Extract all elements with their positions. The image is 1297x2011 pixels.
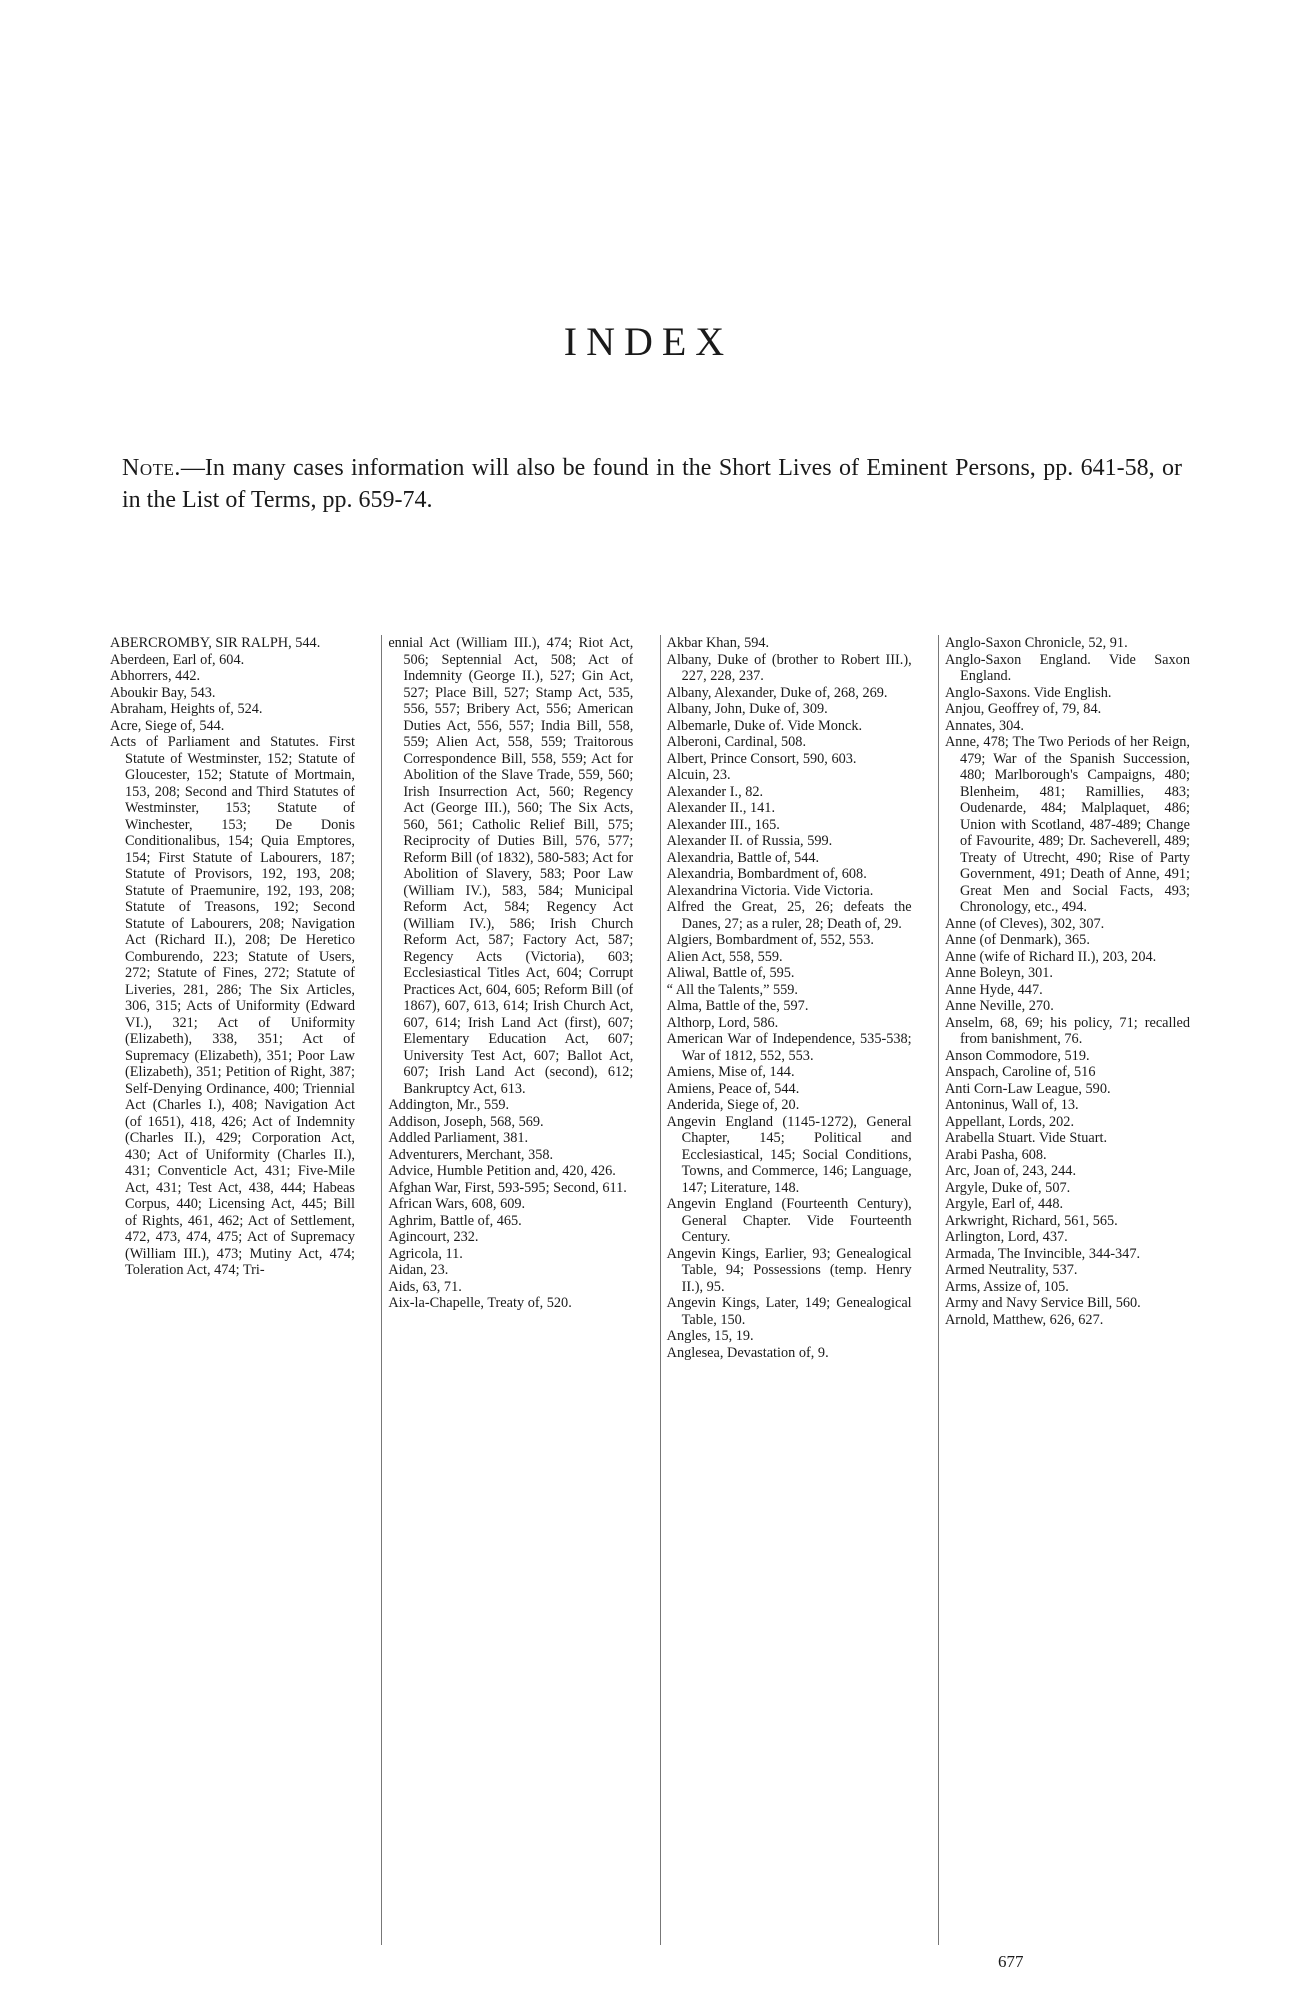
index-entry: American War of Independence, 535-538; War of 1812, 552, 553. bbox=[666, 1031, 912, 1064]
index-entry: Alexander II., 141. bbox=[666, 800, 776, 816]
index-entry: Anglo-Saxon Chronicle, 52, 91. bbox=[944, 635, 1128, 651]
index-entry: Alma, Battle of the, 597. bbox=[666, 998, 809, 1014]
index-entry: Albany, Duke of (brother to Robert III.), 227, 228, 237. bbox=[666, 651, 912, 684]
index-entry: Akbar Khan, 594. bbox=[666, 635, 770, 651]
index-entry: Annates, 304. bbox=[944, 717, 1025, 734]
index-entry: Anselm, 68, 69; his policy, 71; recalled from banishment, 76. bbox=[944, 1014, 1190, 1047]
index-entry: Arms, Assize of, 105. bbox=[944, 1278, 1069, 1295]
index-entry: Armed Neutrality, 537. bbox=[944, 1262, 1078, 1278]
index-entry: Aidan, 23. bbox=[388, 1262, 449, 1278]
index-entry: Afghan War, First, 593-595; Second, 611. bbox=[388, 1179, 627, 1196]
index-entry: Anne Hyde, 447. bbox=[944, 981, 1043, 998]
index-entry: Anderida, Siege of, 20. bbox=[666, 1097, 800, 1113]
index-entry: Anne Neville, 270. bbox=[944, 998, 1054, 1014]
index-entry: ennial Act (William III.), 474; Riot Act, 506; Septennial Act, 508; Act of Indemnity (George II.), 527; Gin Act, 527; Place Bill, 527; Stamp Act, 535, 556, 557; Bribery Act, 556; American Duties Act, 556, 557; India Bill, 558, 559; Alien Act, 558, 559; Traitorous Correspondence Bill, 558, 559; Act for Abolition of the Slave Trade, 559, 560; Irish Insurrection Act, 560; Regency Act (George III.), 560; The Six Acts, 560, 561; Catholic Relief Bill, 575; Reciprocity of Duties Bill, 576, 577; Reform Bill (of 1832), 580-583; Act for Abolition of Slavery, 583; Poor Law (William IV.), 583, 584; Municipal Reform Act, 584; Regency Act (William IV.), 586; Irish Church Reform Act, 587; Factory Act, 587; Regency Acts (Victoria), 603; Ecclesiastical Titles Act, 604; Corrupt Practices Act, 604, 605; Reform Bill (of 1867), 607, 613, 614; Irish Church Act, 607, 614; Irish Land Act (first), 607; Elementary Education Act, 607; University Test Act, 607; Ballot Act, 607; Irish Land Act (second), 612; Bankruptcy Act, 613. bbox=[388, 635, 634, 1097]
index-entry: Amiens, Mise of, 144. bbox=[666, 1064, 795, 1080]
index-entry: Arabella Stuart. Vide Stuart. bbox=[944, 1130, 1108, 1146]
index-entry: Albemarle, Duke of. Vide Monck. bbox=[666, 717, 863, 734]
index-entry: Aliwal, Battle of, 595. bbox=[666, 965, 795, 981]
index-entry: Arlington, Lord, 437. bbox=[944, 1229, 1068, 1245]
index-entry: Anglo-Saxons. Vide English. bbox=[944, 684, 1112, 701]
index-entry: Aboukir Bay, 543. bbox=[110, 684, 216, 701]
index-entry: Anne (of Denmark), 365. bbox=[944, 932, 1090, 948]
index-entry: Alexander III., 165. bbox=[666, 816, 780, 833]
index-entry: Aghrim, Battle of, 465. bbox=[388, 1212, 522, 1229]
index-entry: Angevin Kings, Later, 149; Genealogical Table, 150. bbox=[666, 1295, 912, 1328]
index-entry: Alexandrina Victoria. Vide Victoria. bbox=[666, 882, 874, 899]
index-entry: Argyle, Duke of, 507. bbox=[944, 1179, 1071, 1196]
index-entry: Arnold, Matthew, 626, 627. bbox=[944, 1311, 1104, 1328]
index-entry: Angles, 15, 19. bbox=[666, 1328, 754, 1344]
index-entry: Alexander II. of Russia, 599. bbox=[666, 833, 833, 849]
index-entry: Anne (of Cleves), 302, 307. bbox=[944, 915, 1105, 932]
index-entry: Alexander I., 82. bbox=[666, 783, 764, 800]
index-entry: Appellant, Lords, 202. bbox=[944, 1113, 1075, 1130]
note-label: Note. bbox=[122, 455, 181, 481]
index-note bbox=[122, 452, 1182, 516]
index-entry: Adventurers, Merchant, 358. bbox=[388, 1146, 554, 1163]
index-entry: Arc, Joan of, 243, 244. bbox=[944, 1163, 1077, 1179]
index-entry: Albany, John, Duke of, 309. bbox=[666, 701, 828, 717]
page-title: INDEX bbox=[563, 319, 734, 364]
index-entry: Argyle, Earl of, 448. bbox=[944, 1196, 1064, 1212]
index-entry: Anglesea, Devastation of, 9. bbox=[666, 1344, 829, 1361]
index-column-2 bbox=[381, 635, 633, 1945]
index-column-4 bbox=[938, 635, 1190, 1945]
index-entry: Alien Act, 558, 559. bbox=[666, 948, 783, 965]
index-body bbox=[110, 635, 1190, 1945]
index-entry: Addled Parliament, 381. bbox=[388, 1130, 529, 1146]
index-entry: Antoninus, Wall of, 13. bbox=[944, 1097, 1079, 1113]
index-entry: Army and Navy Service Bill, 560. bbox=[944, 1295, 1141, 1311]
index-entry: ABERCROMBY, SIR RALPH, 544. bbox=[110, 635, 321, 651]
index-entry: Arabi Pasha, 608. bbox=[944, 1146, 1047, 1163]
index-entry: African Wars, 608, 609. bbox=[388, 1196, 526, 1212]
index-entry: Alberoni, Cardinal, 508. bbox=[666, 734, 807, 750]
index-entry: Angevin England (1145-1272), General Chapter, 145; Political and Ecclesiastical, 145; Social Conditions, Towns, and Commerce, 146; Language, 147; Literature, 148. bbox=[666, 1113, 912, 1196]
index-entry: Addington, Mr., 559. bbox=[388, 1097, 510, 1113]
index-entry: Alexandria, Bombardment of, 608. bbox=[666, 866, 867, 882]
index-entry: Anson Commodore, 519. bbox=[944, 1047, 1090, 1064]
index-entry: Anglo-Saxon England. Vide Saxon England. bbox=[944, 651, 1190, 684]
page-number: 677 bbox=[998, 1952, 1024, 1971]
index-entry: Anti Corn-Law League, 590. bbox=[944, 1080, 1111, 1097]
index-entry: Anne Boleyn, 301. bbox=[944, 965, 1053, 981]
index-entry: Abraham, Heights of, 524. bbox=[110, 701, 263, 717]
index-column-1 bbox=[110, 635, 355, 1945]
index-entry: Alexandria, Battle of, 544. bbox=[666, 849, 820, 866]
index-entry: Albany, Alexander, Duke of, 268, 269. bbox=[666, 684, 888, 701]
index-entry: Abhorrers, 442. bbox=[110, 668, 201, 684]
index-entry: Angevin England (Fourteenth Century), General Chapter. Vide Fourteenth Century. bbox=[666, 1196, 912, 1245]
index-entry: Anne, 478; The Two Periods of her Reign, 479; War of the Spanish Succession, 480; Marlborough's Campaigns, 480; Blenheim, 481; Ramillies, 483; Oudenarde, 484; Malplaquet, 486; Union with Scotland, 487-489; Change of Favourite, 489; Dr. Sacheverell, 489; Treaty of Utrecht, 490; Rise of Party Government, 491; Death of Anne, 491; Great Men and Social Facts, 493; Chronology, etc., 494. bbox=[944, 734, 1190, 915]
index-column-3 bbox=[660, 635, 912, 1945]
index-entry: Addison, Joseph, 568, 569. bbox=[388, 1113, 544, 1130]
index-entry: Anjou, Geoffrey of, 79, 84. bbox=[944, 701, 1102, 717]
note-text: —In many cases information will also be found in the Short Lives of Eminent Persons, pp. 641-58, or in the List of Terms, pp. 659-74. bbox=[122, 455, 1182, 513]
index-entry: Advice, Humble Petition and, 420, 426. bbox=[388, 1163, 616, 1179]
index-entry: Angevin Kings, Earlier, 93; Genealogical Table, 94; Possessions (temp. Henry II.), 95. bbox=[666, 1245, 912, 1295]
index-entry: Aix-la-Chapelle, Treaty of, 520. bbox=[388, 1295, 572, 1311]
index-entry: Algiers, Bombardment of, 552, 553. bbox=[666, 932, 874, 948]
index-entry: Alcuin, 23. bbox=[666, 767, 731, 783]
index-entry: Amiens, Peace of, 544. bbox=[666, 1080, 800, 1097]
index-entry: Acre, Siege of, 544. bbox=[110, 717, 225, 734]
index-entry: Albert, Prince Consort, 590, 603. bbox=[666, 750, 857, 767]
index-entry: Agricola, 11. bbox=[388, 1245, 463, 1262]
index-entry: Acts of Parliament and Statutes. First Statute of Westminster, 152; Statute of Gloucester, 152; Statute of Mortmain, 153, 208; Second and Third Statutes of Westminster, 153; Statute of Winchester, 153; De Donis Conditionalibus, 154; Quia Emptores, 154; First Statute of Labourers, 187; Statute of Provisors, 192, 193, 208; Statute of Praemunire, 192, 193, 208; Statute of Treasons, 192; Second Statute of Labourers, 208; Navigation Act (Richard II.), 208; De Heretico Comburendo, 223; Statute of Users, 272; Statute of Fines, 272; Statute of Liveries, 281, 286; The Six Articles, 306, 315; Acts of Uniformity (Edward VI.), 321; Act of Uniformity (Elizabeth), 338, 351; Act of Supremacy (Elizabeth), 351; Poor Law (Elizabeth), 351; Petition of Right, 387; Self-Denying Ordinance, 400; Triennial Act (Charles I.), 408; Navigation Act (of 1651), 418, 426; Act of Indemnity (Charles II.), 429; Corporation Act, 430; Act of Uniformity (Charles II.), 431; Conventicle Act, 431; Five-Mile Act, 431; Test Act, 438, 444; Habeas Corpus, 440; Licensing Act, 445; Bill of Rights, 461, 462; Act of Settlement, 472, 473, 474, 475; Act of Supremacy (William III.), 473; Mutiny Act, 474; Toleration Act, 474; Tri- bbox=[110, 734, 355, 1278]
index-entry: Althorp, Lord, 586. bbox=[666, 1014, 779, 1031]
index-entry: Alfred the Great, 25, 26; defeats the Danes, 27; as a ruler, 28; Death of, 29. bbox=[666, 899, 912, 932]
index-entry: “ All the Talents,” 559. bbox=[666, 981, 799, 998]
index-entry: Aids, 63, 71. bbox=[388, 1278, 462, 1295]
index-entry: Arkwright, Richard, 561, 565. bbox=[944, 1212, 1118, 1229]
index-entry: Anne (wife of Richard II.), 203, 204. bbox=[944, 948, 1157, 965]
index-entry: Aberdeen, Earl of, 604. bbox=[110, 651, 245, 668]
index-entry: Armada, The Invincible, 344-347. bbox=[944, 1245, 1141, 1262]
index-entry: Anspach, Caroline of, 516 bbox=[944, 1064, 1096, 1080]
index-entry: Agincourt, 232. bbox=[388, 1229, 479, 1245]
